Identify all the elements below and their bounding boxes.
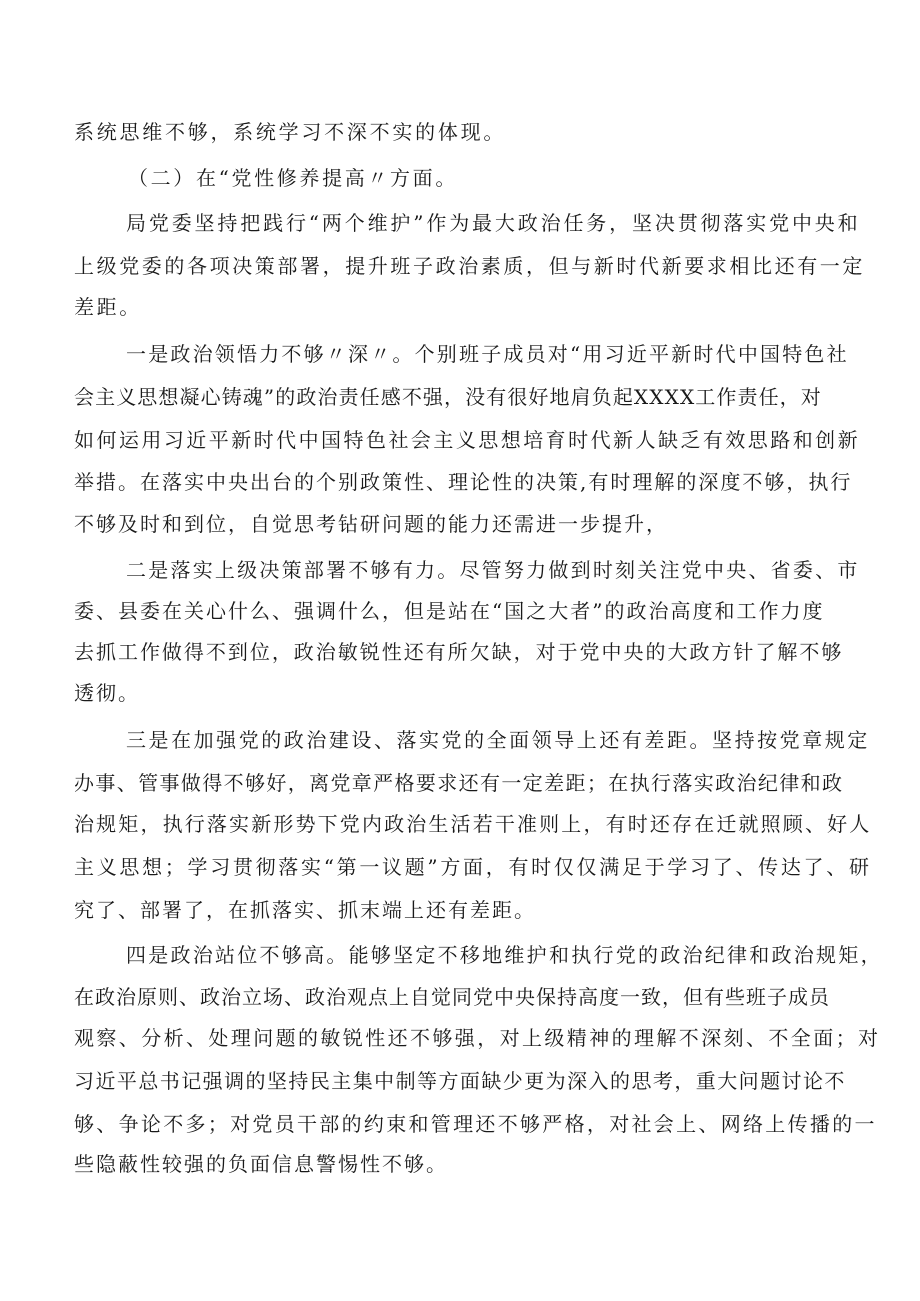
- section-heading: （二）在“党性修养提高〃方面。: [128, 166, 458, 190]
- text-line: 在政治原则、政治立场、政治观点上自觉同党中央保持高度一致，但有些班子成员: [74, 985, 830, 1009]
- text-line: 办事、管事做得不够好，离党章严格要求还有一定差距；在执行落实政治纪律和政: [74, 771, 844, 795]
- text-line: 二是落实上级决策部署不够有力。尽管努力做到时刻关注党中央、省委、市: [126, 558, 860, 582]
- text-line: 一是政治领悟力不够〃深〃。个别班子成员对“用习近平新时代中国特色社: [126, 342, 849, 366]
- text-line: 上级党委的各项决策部署，提升班子政治素质，但与新时代新要求相比还有一定: [74, 254, 865, 278]
- text-line: 去抓工作做得不到位，政治敏锐性还有所欠缺，对于党中央的大政方针了解不够: [74, 640, 844, 664]
- text-line: 委、县委在关心什么、强调什么，但是站在“国之大者”的政治高度和工作力度: [74, 599, 825, 623]
- text-line: 会主义思想凝心铸魂”的政治责任感不强，没有很好地肩负起XXXX工作责任，对: [74, 385, 822, 409]
- text-line: 主义思想；学习贯彻落实“第一议题”方面，有时仅仅满足于学习了、传达了、研: [74, 855, 872, 879]
- text-line: 不够及时和到位，自觉思考钻研问题的能力还需进一步提升，: [74, 512, 668, 536]
- text-line: 差距。: [74, 295, 142, 319]
- text-line: 四是政治站位不够高。能够坚定不移地维护和执行党的政治纪律和政治规矩，: [126, 943, 883, 967]
- text-line: 举措。在落实中央出台的个别政策性、理论性的决策,有时理解的深度不够，执行: [74, 470, 853, 494]
- text-line: 究了、部署了，在抓落实、抓末端上还有差距。: [74, 898, 536, 922]
- text-line: 观察、分析、处理问题的敏锐性还不够强，对上级精神的理解不深刻、不全面；对: [74, 1026, 881, 1050]
- text-line: 局党委坚持把践行“两个维护”作为最大政治任务，坚决贯彻落实党中央和: [126, 211, 861, 235]
- text-line: 三是在加强党的政治建设、落实党的全面领导上还有差距。坚持按党章规定: [126, 728, 870, 752]
- text-line: 治规矩，执行落实新形势下党内政治生活若干准则上，有时还存在迁就照顾、好人: [74, 812, 872, 836]
- text-line: 够、争论不多；对党员干部的约束和管理还不够严格，对社会上、网络上传播的一: [74, 1112, 877, 1136]
- text-line: 如何运用习近平新时代中国特色社会主义思想培育时代新人缺乏有效思路和创新: [74, 428, 861, 452]
- text-line: 系统思维不够，系统学习不深不实的体现。: [74, 120, 507, 144]
- text-line: 些隐蔽性较强的负面信息警惕性不够。: [74, 1152, 448, 1176]
- text-line: 习近平总书记强调的坚持民主集中制等方面缺少更为深入的思考，重大问题讨论不: [74, 1069, 846, 1093]
- text-line: 透彻。: [74, 681, 140, 705]
